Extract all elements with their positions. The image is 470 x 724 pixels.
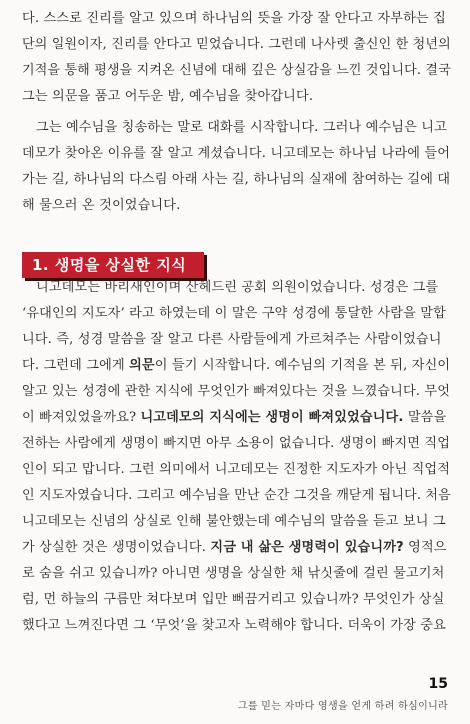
text-line: 알고 있는 성경에 관한 지식에 무엇인가 빠져있다는 것을 느꼈습니다. 무엇 (22, 384, 451, 399)
text-segment: 말씀을 (403, 410, 447, 425)
paragraph-2 (22, 115, 452, 219)
text-line (22, 353, 452, 379)
text-line (22, 535, 452, 561)
text-line: 가는 길, 하나님의 다스림 아래 사는 길, 하나님의 실재에 참여하는 길에 대 (22, 172, 451, 187)
paragraph-3 (22, 275, 452, 639)
text-line: 그는 예수님을 칭송하는 말로 대화를 시작합니다. 그러나 예수님은 니고 (36, 120, 447, 135)
emphasized-text: 의문 (129, 358, 155, 373)
text-line: 인 지도자였습니다. 그리고 예수님을 만난 순간 그것을 깨닫게 됩니다. 처음 (22, 488, 451, 503)
text-line: 그는 의문을 품고 어두운 밤, 예수님을 찾아갑니다. (22, 89, 314, 104)
text-segment: 이 빠져있었을까요? (22, 410, 141, 425)
paragraph-1 (22, 6, 452, 110)
text-segment: 가 상실한 것은 생명이었습니다. (22, 540, 211, 555)
text-line (22, 405, 452, 431)
text-line: 다. 스스로 진리를 알고 있으며 하나님의 뜻을 가장 잘 안다고 자부하는 집 (22, 11, 446, 26)
text-line: 럼, 먼 하늘의 구름만 쳐다보며 입만 뻐끔거리고 있습니까? 무엇인가 상실 (22, 592, 445, 607)
section-heading-text: 1. 생명을 상실한 지식 (32, 256, 187, 274)
text-line: 데모가 찾아온 이유를 잘 알고 계셨습니다. 니고데모는 하나님 나라에 들어 (22, 146, 451, 161)
text-line: 인이 되고 맙니다. 그런 의미에서 니고데모는 진정한 지도자가 아닌 직업적 (22, 462, 451, 477)
text-line: 니고데모는 바리새인이며 산헤드린 공회 의원이었습니다. 성경은 그를 (36, 280, 439, 295)
text-line: 단의 일원이자, 진리를 안다고 믿었습니다. 그런데 나사렛 출신인 한 청년의 (22, 37, 451, 52)
text-segment: 다. 그런데 그에게 (22, 358, 130, 373)
text-segment: 영적으 (403, 540, 447, 555)
page-number: 15 (428, 676, 448, 692)
text-line: 니다. 즉, 성경 말씀을 잘 알고 다른 사람들에게 가르쳐주는 사람이었습니 (22, 332, 442, 347)
text-line: ‘유대인의 지도자’ 라고 하였는데 이 말은 구약 성경에 통달한 사람을 말합 (22, 306, 446, 321)
text-line: 해 물으러 온 것이었습니다. (22, 198, 181, 213)
text-line: 니고데모는 신념의 상실로 인해 불안했는데 예수님의 말씀을 듣고 보니 그 (22, 514, 446, 529)
emphasized-text: 니고데모의 지식에는 생명이 빠져있었습니다. (140, 410, 404, 425)
emphasized-text: 지금 내 삶은 생명력이 있습니까? (210, 540, 404, 555)
text-line: 기적을 통해 평생을 지켜온 신념에 대해 깊은 상실감을 느낀 것입니다. 결국 (22, 63, 451, 78)
running-footer: 그를 믿는 자마다 영생을 얻게 하려 하심이니라 (237, 701, 448, 712)
text-segment: 이 들기 시작합니다. 예수님의 기적을 본 뒤, 자신이 (154, 358, 451, 373)
text-line: 로 숨을 쉬고 있습니까? 아니면 생명을 상실한 채 낚싯줄에 걸린 물고기처 (22, 566, 445, 581)
text-line: 했다고 느껴진다면 그 ‘무엇’을 찾고자 노력해야 합니다. 더욱이 가장 중요 (22, 618, 446, 633)
text-line: 전하는 사람에게 생명이 빠지면 아무 소용이 없습니다. 생명이 빠지면 직업 (22, 436, 451, 451)
